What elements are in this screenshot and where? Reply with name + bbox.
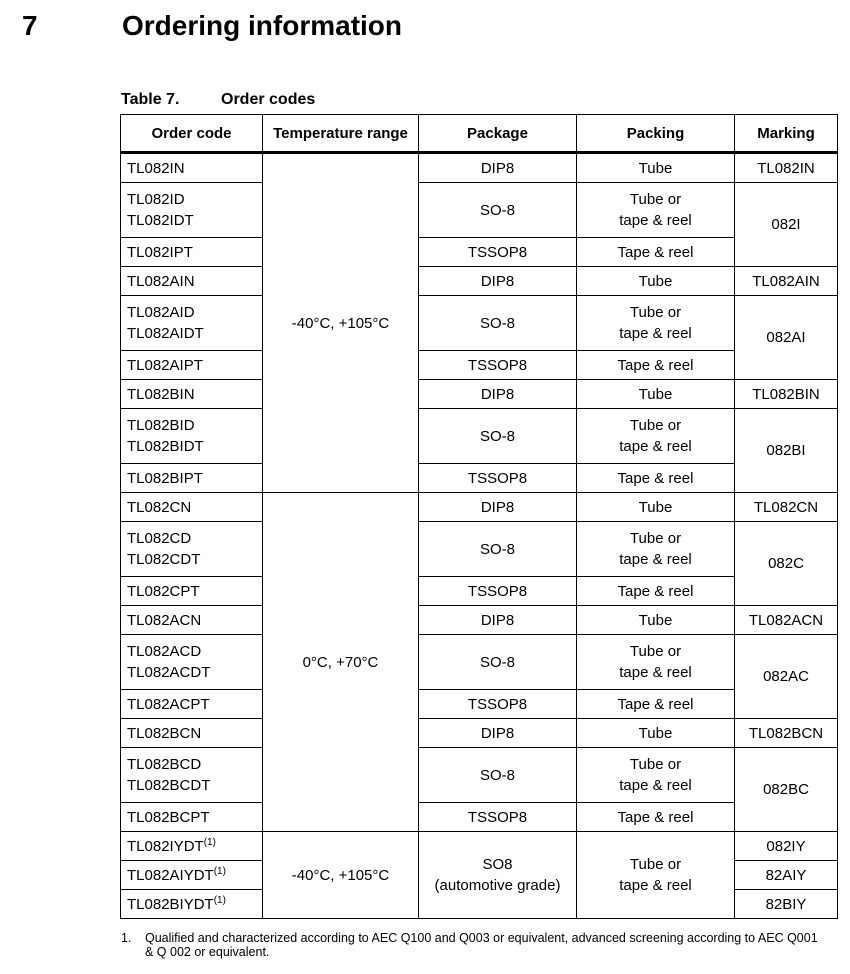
header-temperature-range: Temperature range: [263, 115, 419, 153]
marking: 082I: [735, 183, 838, 267]
temperature-range: 0°C, +70°C: [263, 493, 419, 832]
table-row: [121, 690, 838, 719]
packing: Tape & reel: [577, 803, 735, 832]
packing: Tube or tape & reel: [577, 522, 735, 577]
table-row: [121, 522, 838, 577]
package: SO-8: [419, 183, 577, 238]
marking: 082AI: [735, 296, 838, 380]
package: SO-8: [419, 522, 577, 577]
packing: Tape & reel: [577, 238, 735, 267]
package: DIP8: [419, 719, 577, 748]
marking: TL082IN: [735, 153, 838, 183]
package: SO8 (automotive grade): [419, 832, 577, 919]
package: DIP8: [419, 493, 577, 522]
package: SO-8: [419, 748, 577, 803]
marking: TL082ACN: [735, 606, 838, 635]
order-code: TL082ACPT: [121, 690, 263, 719]
footnote-text: Qualified and characterized according to AEC Q100 and Q003 or equivalent, advanced screening according to AEC Q001 & Q 002 or equivalent.: [145, 931, 818, 959]
packing: Tube or tape & reel: [577, 296, 735, 351]
order-code: TL082ACD TL082ACDT: [121, 635, 263, 690]
package: DIP8: [419, 267, 577, 296]
package: DIP8: [419, 153, 577, 183]
packing: Tube: [577, 267, 735, 296]
table-row: [121, 296, 838, 351]
order-code: TL082BIYDT$^{(1)}$: [121, 890, 263, 919]
header-order-code: Order code: [121, 115, 263, 153]
package: DIP8: [419, 606, 577, 635]
order-code: TL082ACN: [121, 606, 263, 635]
table-row: [121, 267, 838, 296]
packing: Tube or tape & reel: [577, 832, 735, 919]
marking: 082BC: [735, 748, 838, 832]
table-row: [121, 493, 838, 522]
table-row: [121, 409, 838, 464]
header-package: Package: [419, 115, 577, 153]
packing: Tape & reel: [577, 464, 735, 493]
package: TSSOP8: [419, 238, 577, 267]
order-code: TL082AIYDT$^{(1)}$: [121, 861, 263, 890]
package: TSSOP8: [419, 351, 577, 380]
table-row: [121, 183, 838, 238]
table-row: [121, 464, 838, 493]
order-code: TL082AIPT: [121, 351, 263, 380]
packing: Tube or tape & reel: [577, 409, 735, 464]
order-code: TL082CPT: [121, 577, 263, 606]
marking: 82AIY: [735, 861, 838, 890]
header-marking: Marking: [735, 115, 838, 153]
packing: Tube: [577, 380, 735, 409]
table-row: [121, 803, 838, 832]
footnote-ref: (1): [213, 894, 226, 906]
order-code: TL082ID TL082IDT: [121, 183, 263, 238]
table-row: [121, 719, 838, 748]
temperature-range: -40°C, +105°C: [263, 153, 419, 493]
marking: 082C: [735, 522, 838, 606]
order-code: TL082IN: [121, 153, 263, 183]
table-caption: [121, 91, 315, 109]
table-caption-label: Table 7.: [121, 91, 180, 108]
package: SO-8: [419, 296, 577, 351]
order-code: TL082IPT: [121, 238, 263, 267]
package: TSSOP8: [419, 690, 577, 719]
marking: TL082AIN: [735, 267, 838, 296]
table-row: [121, 748, 838, 803]
table-row: [121, 577, 838, 606]
table-row: [121, 238, 838, 267]
order-code: TL082CN: [121, 493, 263, 522]
table-footnote: [121, 931, 821, 959]
table-caption-title: Order codes: [221, 91, 316, 108]
marking: 082BI: [735, 409, 838, 493]
package: SO-8: [419, 635, 577, 690]
marking: 082AC: [735, 635, 838, 719]
packing: Tape & reel: [577, 690, 735, 719]
table-row: [121, 380, 838, 409]
marking: 82BIY: [735, 890, 838, 919]
packing: Tube: [577, 493, 735, 522]
packing: Tube or tape & reel: [577, 748, 735, 803]
section-title: Ordering information: [122, 10, 402, 41]
header-packing: Packing: [577, 115, 735, 153]
marking: TL082CN: [735, 493, 838, 522]
table-row: [121, 153, 838, 183]
package: SO-8: [419, 409, 577, 464]
packing: Tube: [577, 606, 735, 635]
marking: TL082BCN: [735, 719, 838, 748]
temperature-range: -40°C, +105°C: [263, 832, 419, 919]
table-row: [121, 832, 838, 861]
table-header-row: [121, 115, 838, 153]
packing: Tape & reel: [577, 351, 735, 380]
section-number: 7: [22, 10, 38, 41]
packing: Tube or tape & reel: [577, 635, 735, 690]
table-row: [121, 635, 838, 690]
package: TSSOP8: [419, 803, 577, 832]
table-row: [121, 351, 838, 380]
footnote-ref: (1): [213, 865, 226, 877]
packing: Tube: [577, 719, 735, 748]
order-codes-table: [120, 114, 838, 919]
package: TSSOP8: [419, 577, 577, 606]
order-code: TL082CD TL082CDT: [121, 522, 263, 577]
table-row: [121, 606, 838, 635]
marking: 082IY: [735, 832, 838, 861]
order-code: TL082BID TL082BIDT: [121, 409, 263, 464]
order-code: TL082BCN: [121, 719, 263, 748]
package: TSSOP8: [419, 464, 577, 493]
order-code: TL082AIN: [121, 267, 263, 296]
package: DIP8: [419, 380, 577, 409]
packing: Tape & reel: [577, 577, 735, 606]
order-code: TL082BIPT: [121, 464, 263, 493]
order-code: TL082BCPT: [121, 803, 263, 832]
order-code: TL082IYDT$^{(1)}$: [121, 832, 263, 861]
order-code: TL082BCD TL082BCDT: [121, 748, 263, 803]
packing: Tube or tape & reel: [577, 183, 735, 238]
order-code: TL082BIN: [121, 380, 263, 409]
footnote-ref: (1): [203, 836, 216, 848]
packing: Tube: [577, 153, 735, 183]
marking: TL082BIN: [735, 380, 838, 409]
footnote-number: 1.: [121, 931, 132, 945]
order-code: TL082AID TL082AIDT: [121, 296, 263, 351]
